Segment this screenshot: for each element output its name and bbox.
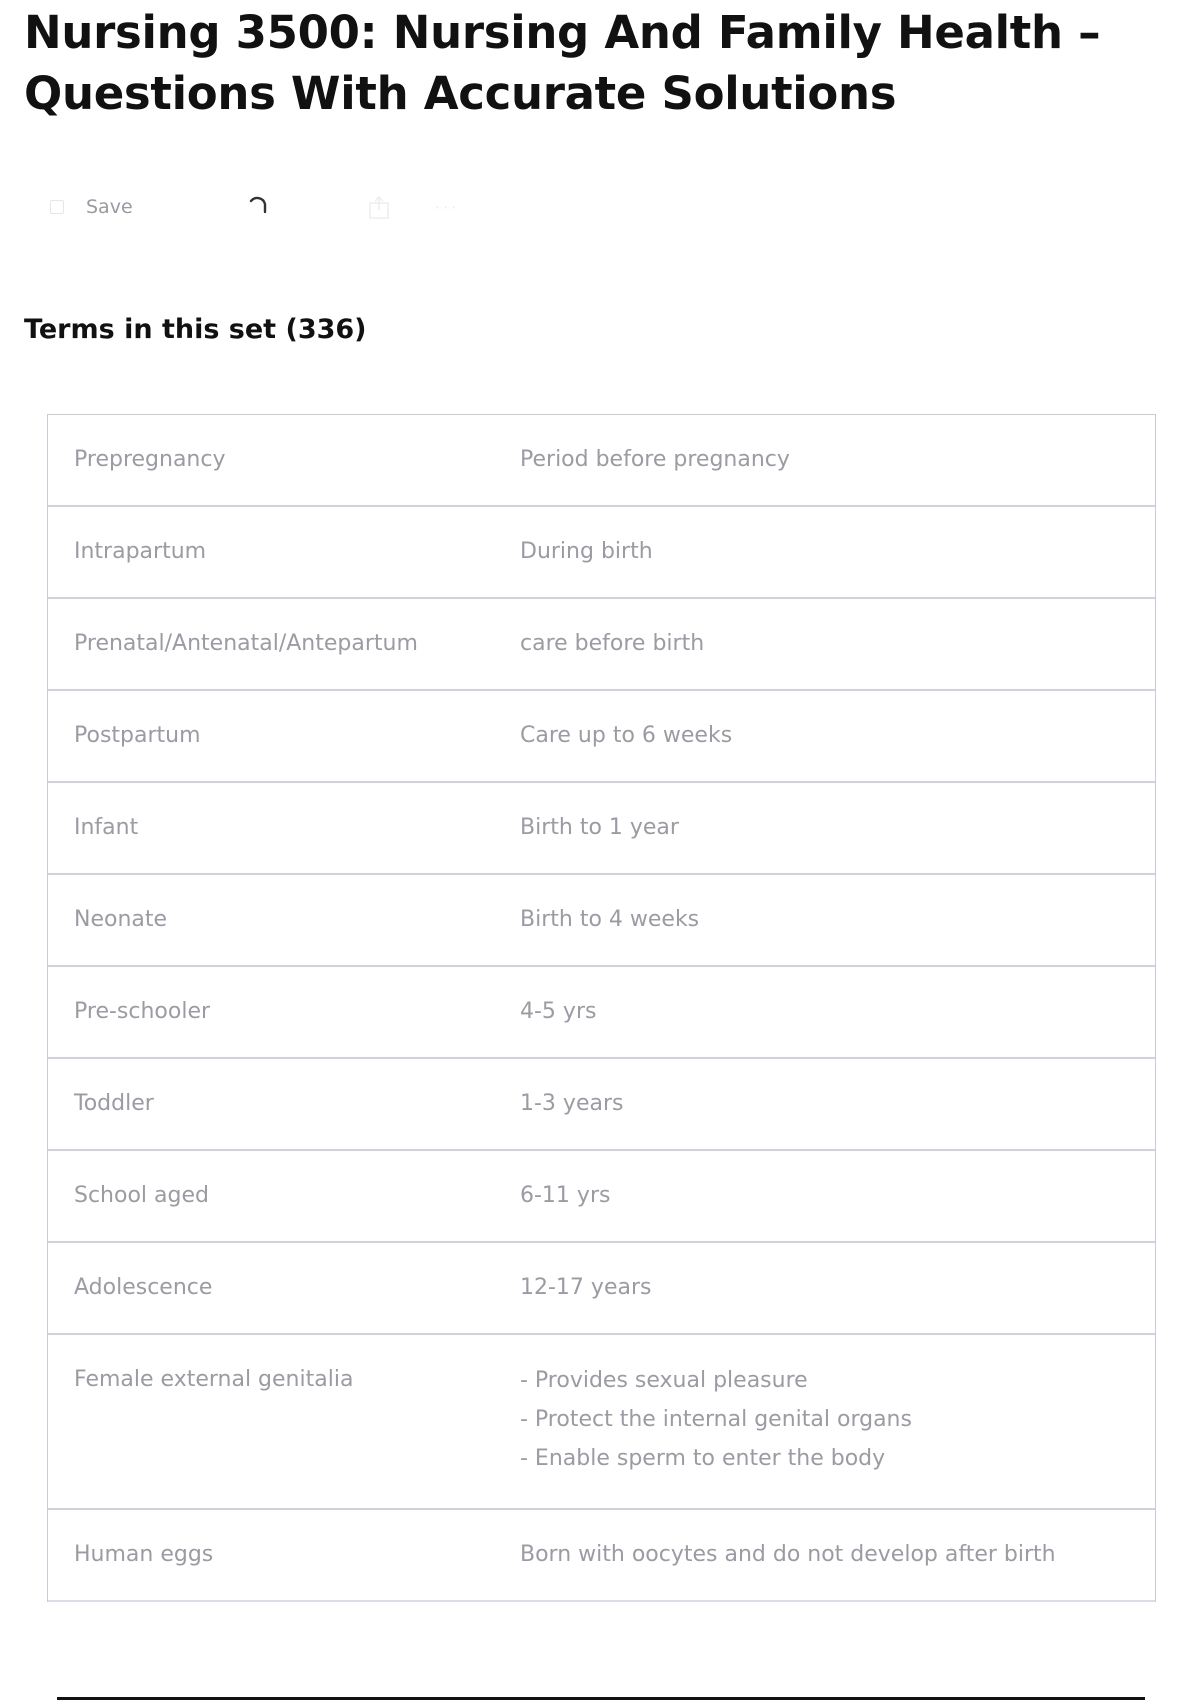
term-text: Toddler bbox=[74, 1091, 154, 1116]
checkbox-icon bbox=[50, 200, 64, 214]
definition-text bbox=[520, 1540, 1155, 1570]
save-label: Save bbox=[86, 196, 133, 218]
definition-text bbox=[520, 1181, 1155, 1211]
term-text: Female external genitalia bbox=[74, 1367, 354, 1392]
loading-indicator bbox=[245, 190, 271, 224]
definition-line: Birth to 1 year bbox=[520, 815, 679, 840]
term-row[interactable] bbox=[48, 691, 1155, 783]
definition-text bbox=[520, 905, 1155, 935]
definition-line: 1-3 years bbox=[520, 1091, 624, 1116]
definition-line: Birth to 4 weeks bbox=[520, 907, 700, 932]
more-icon: ··· bbox=[435, 197, 460, 217]
term-row[interactable] bbox=[48, 1059, 1155, 1151]
term-text: Intrapartum bbox=[74, 539, 207, 564]
definition-text bbox=[520, 537, 1155, 567]
definition-text bbox=[520, 813, 1155, 843]
term-row[interactable] bbox=[48, 1243, 1155, 1335]
term-text: Prepregnancy bbox=[74, 447, 226, 472]
term-row[interactable] bbox=[48, 415, 1155, 507]
term-row[interactable] bbox=[48, 967, 1155, 1059]
terms-heading: Terms in this set (336) bbox=[24, 314, 367, 345]
definition-line: During birth bbox=[520, 539, 653, 564]
share-button[interactable] bbox=[365, 190, 393, 224]
definition-line: care before birth bbox=[520, 631, 705, 656]
term-text: Pre-schooler bbox=[74, 999, 211, 1024]
definition-line: 4-5 yrs bbox=[520, 999, 597, 1024]
term-row[interactable] bbox=[48, 875, 1155, 967]
more-options-button[interactable] bbox=[435, 190, 459, 224]
definition-text bbox=[520, 629, 1155, 659]
term-text: Adolescence bbox=[74, 1275, 213, 1300]
definition-text bbox=[520, 1273, 1155, 1303]
definition-text bbox=[520, 997, 1155, 1027]
loading-spinner-icon bbox=[245, 194, 271, 220]
term-text: Postpartum bbox=[74, 723, 201, 748]
term-row[interactable] bbox=[48, 1510, 1155, 1602]
term-text: Human eggs bbox=[74, 1542, 214, 1567]
term-text: Infant bbox=[74, 815, 139, 840]
term-text: Neonate bbox=[74, 907, 168, 932]
term-row[interactable] bbox=[48, 599, 1155, 691]
definition-line: Period before pregnancy bbox=[520, 447, 790, 472]
definition-text bbox=[520, 721, 1155, 751]
save-button[interactable] bbox=[50, 190, 133, 224]
definition-line: Born with oocytes and do not develop after birth bbox=[520, 1542, 1056, 1567]
definition-line: - Enable sperm to enter the body bbox=[520, 1446, 886, 1471]
definition-text bbox=[520, 1365, 1155, 1478]
term-row[interactable] bbox=[48, 783, 1155, 875]
definition-line: - Protect the internal genital organs bbox=[520, 1407, 912, 1432]
share-icon bbox=[365, 193, 393, 221]
term-text: School aged bbox=[74, 1183, 209, 1208]
definition-line: 6-11 yrs bbox=[520, 1183, 611, 1208]
terms-table bbox=[47, 414, 1156, 1602]
definition-line: 12-17 years bbox=[520, 1275, 652, 1300]
term-row[interactable] bbox=[48, 1335, 1155, 1510]
term-row[interactable] bbox=[48, 1151, 1155, 1243]
set-toolbar bbox=[50, 190, 470, 230]
term-text: Prenatal/Antenatal/Antepartum bbox=[74, 631, 418, 656]
definition-text bbox=[520, 445, 1155, 475]
definition-line: - Provides sexual pleasure bbox=[520, 1368, 808, 1393]
term-row[interactable] bbox=[48, 507, 1155, 599]
definition-line: Care up to 6 weeks bbox=[520, 723, 733, 748]
definition-text bbox=[520, 1089, 1155, 1119]
page-title: Nursing 3500: Nursing And Family Health – Questions With Accurate Solutions bbox=[24, 6, 1101, 120]
